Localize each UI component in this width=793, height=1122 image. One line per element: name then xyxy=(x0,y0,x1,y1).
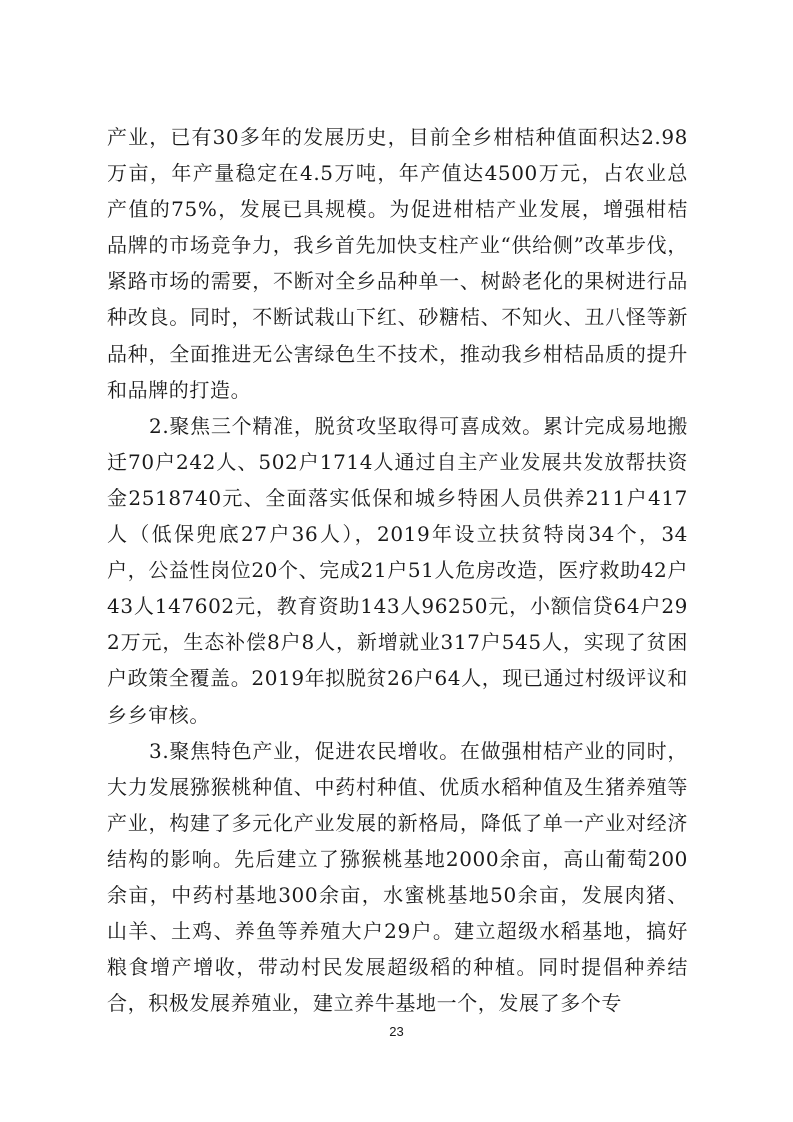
page-number: 23 xyxy=(389,1024,404,1039)
paragraph-featured-industry: 3.聚焦特色产业，促进农民增收。在做强柑桔产业的同时，大力发展猕猴桃种值、中药村种值、优质水稻种值及生猪养殖等产业，构建了多元化产业发展的新格局，降低了单一产业对经济结构的影响。先后建立了猕猴桃基地2000余亩，高山葡萄200余亩，中药村基地300余亩，水蜜桃基地50余亩，发展肉猪、山羊、土鸡、养鱼等养殖大户29户。建立超级水稻基地，搞好粮食增产增收，带动村民发展超级稻的种植。同时提倡种养结合，积极发展养殖业，建立养牛基地一个，发展了多个专 xyxy=(107,738,688,1016)
paragraph-continued: 产业，已有30多年的发展历史，目前全乡柑桔种值面积达2.98万亩，年产量稳定在4.5万吨，年产值达4500万元，占农业总产值的75%，发展已具规模。为促进柑桔产业发展，增强柑桔品牌的市场竞争力，我乡首先加快支柱产业“供给侧”改革步伐，紧路市场的需要，不断对全乡品种单一、树龄老化的果树进行品种改良。同时，不断试栽山下红、砂糖桔、不知火、丑八怪等新品种，全面推进无公害绿色生不技术，推动我乡柑桔品质的提升和品牌的打造。 xyxy=(107,125,688,402)
paragraph-poverty-alleviation: 2.聚焦三个精准，脱贫攻坚取得可喜成效。累计完成易地搬迁70户242人、502户1714人通过自主产业发展共发放帮扶资金2518740元、全面落实低保和城乡特困人员供养211户417人（低保兜底27户36人），2019年设立扶贫特岗34个，34户，公益性岗位20个、完成21户51人危房改造，医疗救助42户43人147602元，教育资助143人96250元，小额信贷64户292万元，生态补偿8户8人，新增就业317户545人，实现了贫困户政策全覆盖。2019年拟脱贫26户64人，现已通过村级评议和乡乡审核。 xyxy=(107,413,688,727)
body-text xyxy=(107,119,688,1021)
